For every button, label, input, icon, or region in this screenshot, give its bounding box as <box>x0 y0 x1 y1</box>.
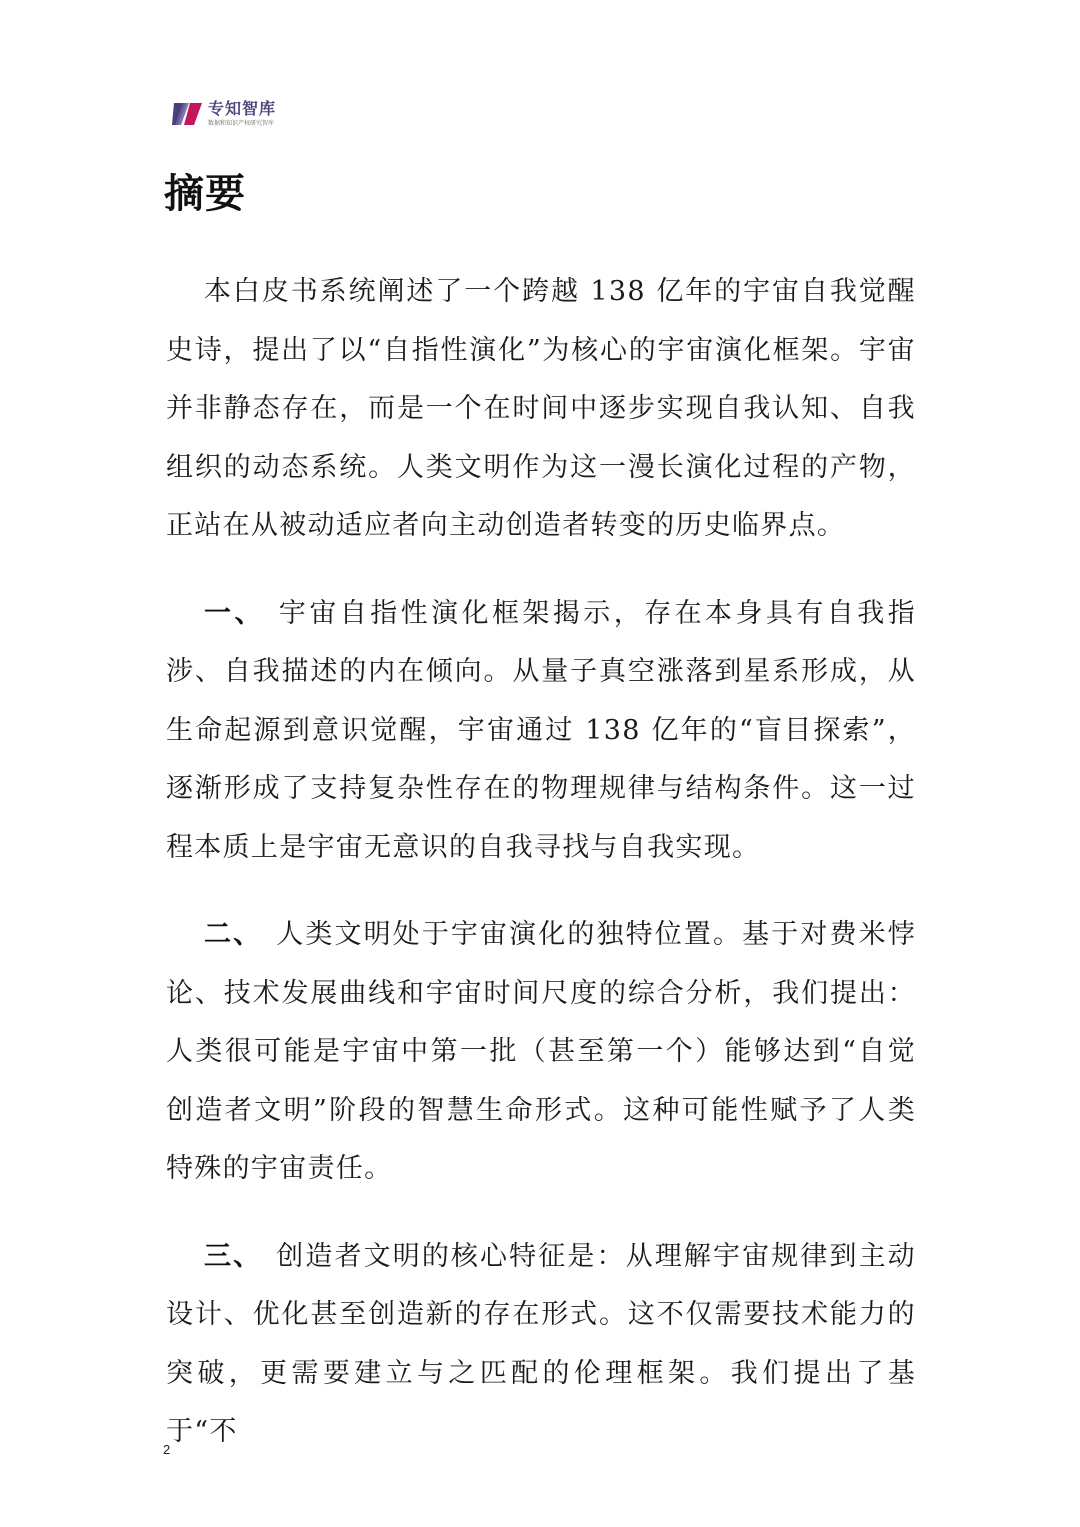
point-1-paragraph <box>166 585 916 878</box>
logo <box>172 96 276 132</box>
point-3-lead: 三、 <box>204 1240 263 1272</box>
point-3-text: 创造者文明的核心特征是：从理解宇宙规律到主动设计、优化甚至创造新的存在形式。这不仅需要技术能力的突破，更需要建立与之匹配的伦理框架。我们提出了基于“不 <box>166 1240 916 1447</box>
point-3-paragraph <box>166 1228 916 1462</box>
logo-name: 专知智库 <box>208 99 277 118</box>
point-2-paragraph <box>166 906 916 1199</box>
logo-text <box>208 100 276 128</box>
point-2-lead: 二、 <box>204 919 263 950</box>
page-title: 摘要 <box>164 171 246 217</box>
point-1-text: 宇宙自指性演化框架揭示，存在本身具有自我指涉、自我描述的内在倾向。从量子真空涨落到星系形成，从生命起源到意识觉醒，宇宙通过 138 亿年的“盲目探索”，逐渐形成了支持复杂性存在的物理规律与结构条件。这一过程本质上是宇宙无意识的自我寻找与自我实现。 <box>166 597 916 863</box>
point-2-text: 人类文明处于宇宙演化的独特位置。基于对费米悖论、技术发展曲线和宇宙时间尺度的综合分析，我们提出：人类很可能是宇宙中第一批（甚至第一个）能够达到“自觉创造者文明”阶段的智慧生命形式。这种可能性赋予了人类特殊的宇宙责任。 <box>166 919 916 1184</box>
point-1-lead: 一、 <box>204 597 265 629</box>
zhuanzhi-logo-icon <box>172 99 202 129</box>
page-number: 2 <box>163 1442 171 1457</box>
logo-subtitle: 数据和知识产权研究智库 <box>208 120 275 127</box>
abstract-body <box>166 263 916 1491</box>
intro-paragraph: 本白皮书系统阐述了一个跨越 138 亿年的宇宙自我觉醒史诗，提出了以“自指性演化”为核心的宇宙演化框架。宇宙并非静态存在，而是一个在时间中逐步实现自我认知、自我组织的动态系统。人类文明作为这一漫长演化过程的产物，正站在从被动适应者向主动创造者转变的历史临界点。 <box>166 276 916 541</box>
